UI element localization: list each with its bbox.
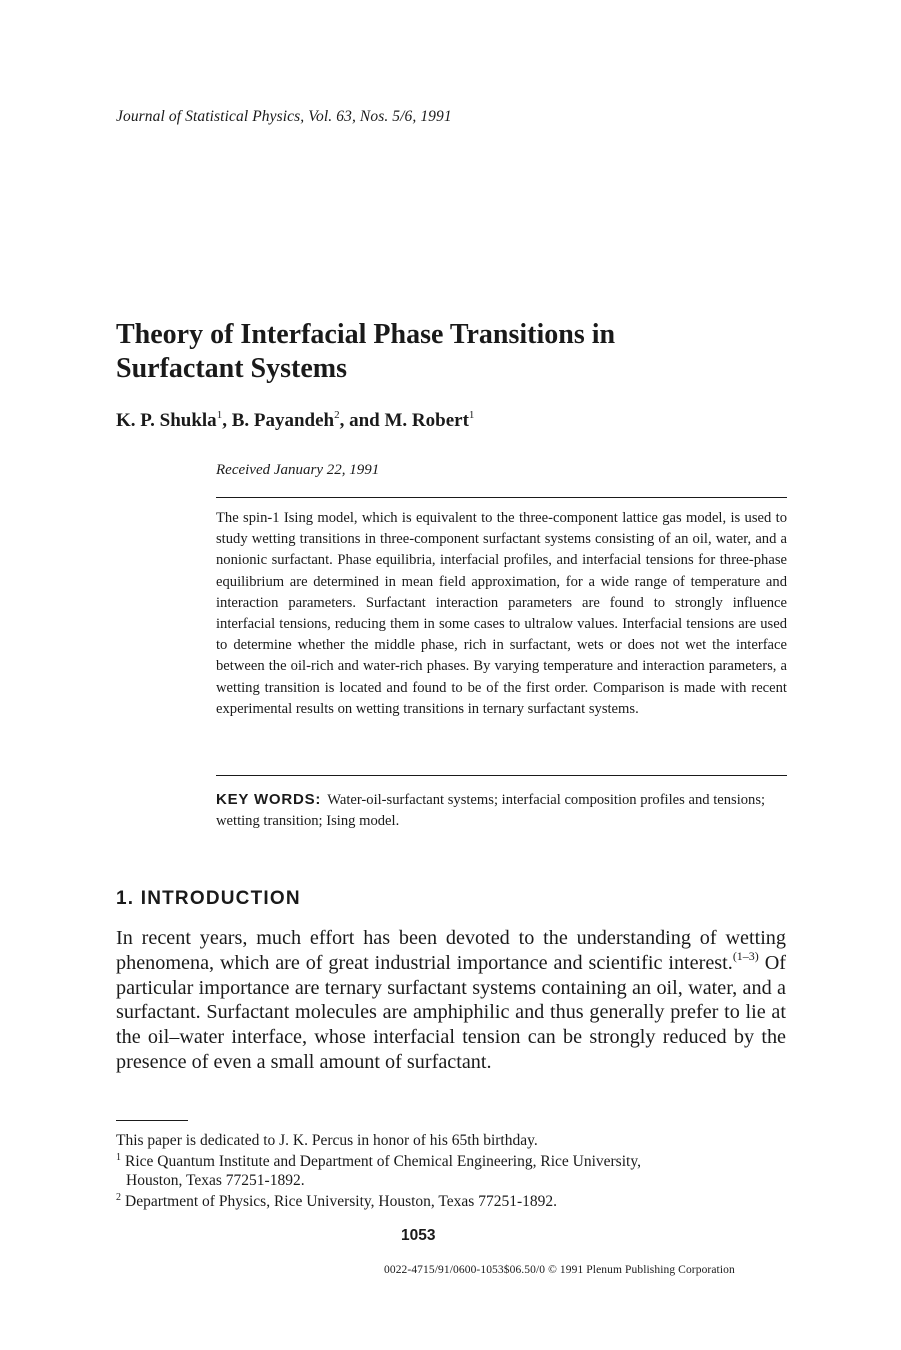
intro-text-start: In recent years, much effort has been devoted to the understanding of wetting phenomena, which are of great industrial importance and scientific interest.	[116, 927, 786, 974]
author-list	[116, 410, 474, 432]
affiliation-footnote-1	[116, 1152, 786, 1190]
abstract-text: The spin-1 Ising model, which is equivalent to the three-component lattice gas model, is used to study wetting transitions in three-component surfactant systems consisting of an oil, water, and a nonionic surfactant. Phase equilibria, interfacial profiles, and interfacial tensions for three-phase equilibrium are determined in mean field approximation, for a wide range of temperature and interaction parameters. Surfactant interaction parameters are found to strongly influence interfacial tensions, reducing them in some cases to ultralow values. Interfacial tensions are used to determine whether the middle phase, rich in surfactant, wets or does not wet the interface between the oil-rich and water-rich phases. By varying temperature and interaction parameters, a wetting transition is located and found to be of the first order. Comparison is made with recent experimental results on wetting transitions in ternary surfactant systems.	[216, 510, 787, 717]
affiliation-mark: 1	[216, 409, 223, 421]
keywords	[216, 789, 787, 832]
paper-title	[116, 318, 796, 386]
author-separator: ,	[222, 410, 232, 431]
affiliation-mark: 2	[334, 409, 340, 421]
journal-citation: Journal of Statistical Physics, Vol. 63, Nos. 5/6, 1991	[116, 108, 452, 125]
author-name: M. Robert	[384, 410, 469, 431]
title-line-2: Surfactant Systems	[116, 353, 347, 384]
affiliation-2-text: Department of Physics, Rice University, Houston, Texas 77251-1892.	[125, 1193, 557, 1210]
introduction-paragraph	[116, 926, 786, 1075]
page-number: 1053	[401, 1227, 436, 1244]
author-separator: , and	[339, 410, 385, 431]
section-heading: 1. INTRODUCTION	[116, 888, 301, 909]
abstract-top-rule	[216, 497, 787, 498]
keywords-text: Water-oil-surfactant systems; interfacial composition profiles and tensions; wetting transition; Ising model.	[216, 792, 766, 829]
affiliation-mark: 1	[468, 409, 475, 421]
citation-reference: (1–3)	[732, 948, 759, 963]
footnote-mark: 2	[116, 1192, 121, 1203]
intro-text-rest: Of particular importance are ternary surfactant systems containing an oil, water, and a surfactant. Surfactant molecules are amphiphilic and thus generally prefer to lie at the oil–water interface, whose interfacial tension can be strongly reduced by the presence of even a small amount of surfactant.	[116, 951, 786, 1073]
author-name: B. Payandeh	[231, 410, 335, 431]
footnote-rule	[116, 1120, 188, 1121]
affiliation-1-line-1: Rice Quantum Institute and Department of Chemical Engineering, Rice University,	[125, 1153, 641, 1170]
author-name: K. P. Shukla	[116, 410, 217, 431]
keywords-label: KEY WORDS:	[216, 791, 322, 808]
affiliation-1-line-2: Houston, Texas 77251-1892.	[126, 1172, 305, 1189]
footnote-mark: 1	[116, 1152, 121, 1163]
dedication-footnote: This paper is dedicated to J. K. Percus in honor of his 65th birthday.	[116, 1132, 538, 1149]
abstract-bottom-rule	[216, 775, 787, 776]
affiliation-footnote-2	[116, 1192, 786, 1211]
title-line-1: Theory of Interfacial Phase Transitions in	[116, 319, 616, 350]
received-date: Received January 22, 1991	[216, 462, 380, 478]
copyright-line: 0022-4715/91/0600-1053$06.50/0 © 1991 Plenum Publishing Corporation	[384, 1264, 735, 1276]
